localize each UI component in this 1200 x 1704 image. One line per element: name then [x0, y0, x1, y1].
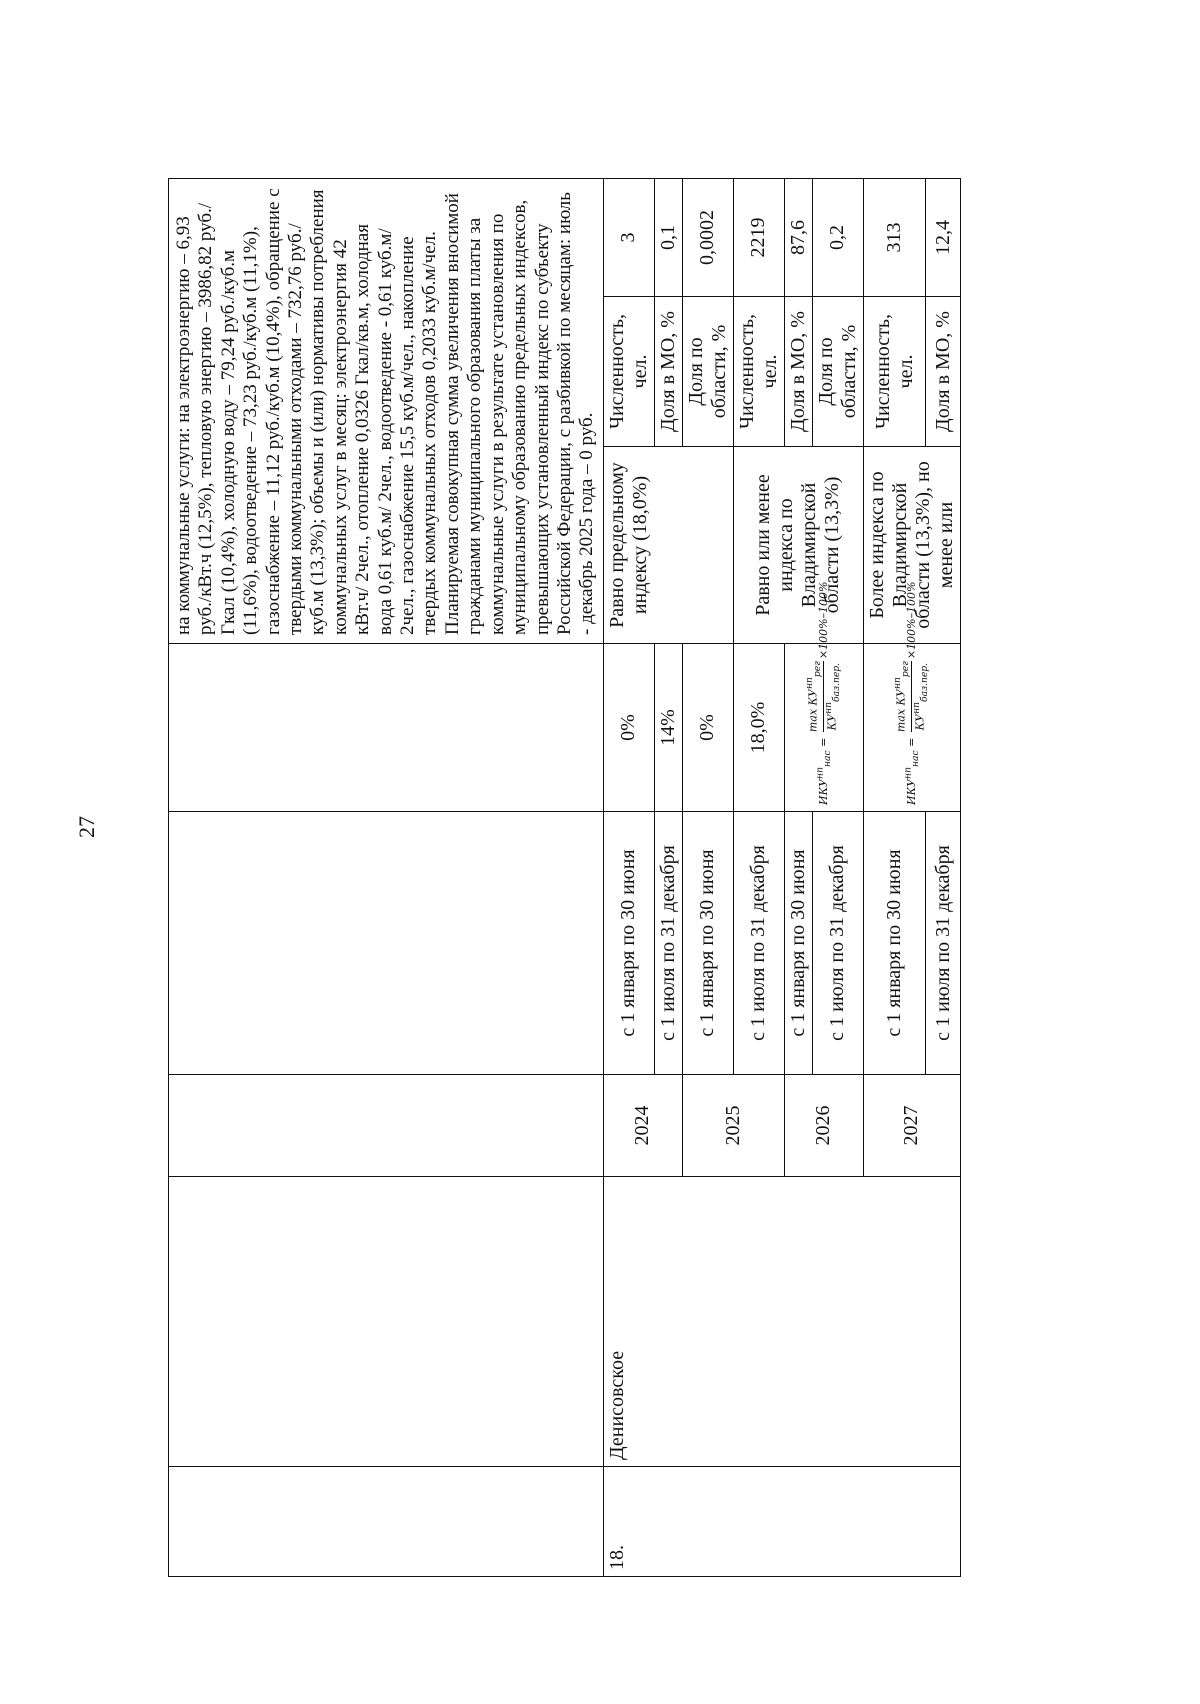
period-cell: с 1 января по 30 июня — [863, 812, 926, 1075]
year-cell: 2024 — [603, 1075, 682, 1177]
page-number: 27 — [74, 816, 99, 838]
metric-label: Численность, чел. — [603, 297, 654, 447]
year-cell: 2025 — [682, 1075, 784, 1177]
municipality-cell-empty — [169, 1177, 604, 1467]
metric-value: 313 — [863, 178, 926, 296]
entry-number: 18. — [603, 1467, 960, 1577]
metric-label: Доля в МО, % — [926, 297, 960, 447]
table-frame — [168, 179, 1061, 1577]
metric-value: 87,6 — [784, 178, 812, 296]
metric-value: 0,0002 — [682, 178, 733, 296]
metric-label: Доля по области, % — [812, 297, 863, 447]
indices-table — [168, 178, 961, 1577]
metric-label: Доля в МО, % — [654, 297, 682, 447]
value-cell: 14% — [654, 644, 682, 812]
period-cell: с 1 января по 30 июня — [784, 812, 812, 1075]
metric-label: Доля в МО, % — [784, 297, 812, 447]
value-cell: 0% — [682, 644, 733, 812]
index-formula: $ИКУ^{нп}_{нас}$ = $\max КУ^{нп}_{рег}$ $КУ^{нп}_{баз.пер.}$ ×100%–100% — [803, 581, 843, 805]
period-cell: с 1 июля по 31 декабря — [733, 812, 784, 1075]
category-cell: Равно предельному индексу (18,0%) — [603, 447, 733, 644]
table-row — [603, 178, 654, 1576]
value-cell: 18,0% — [733, 644, 784, 812]
year-cell: 2027 — [863, 1075, 960, 1177]
number-cell-empty — [169, 1467, 604, 1577]
metric-label: Численность, чел. — [863, 297, 926, 447]
period-cell: с 1 января по 30 июня — [603, 812, 654, 1075]
metric-label: Доля по области, % — [682, 297, 733, 447]
year-cell-empty — [169, 1075, 604, 1177]
metric-value: 3 — [603, 178, 654, 296]
period-cell-empty — [169, 812, 604, 1075]
period-cell: с 1 июля по 31 декабря — [812, 812, 863, 1075]
municipality-name: Денисовское — [603, 1177, 960, 1467]
period-cell: с 1 июля по 31 декабря — [926, 812, 960, 1075]
formula-cell — [863, 581, 960, 812]
value-cell: 0% — [603, 644, 654, 812]
metric-label: Численность, чел. — [733, 297, 784, 447]
category-cell: Равно или менее индекса по Владимирской области (13,3%) — [733, 447, 863, 644]
description-cell: на коммунальные услуги: на электроэнергию – 6,93 руб./кВт.ч (12,5%), тепловую энергию – 3986,82 руб./Гкал (10,4%), холодную воду – 79,24 руб./куб.м (11,6%), водоотведение – 73,23 руб./куб.м (11,1%), газоснабжение – 11,12 руб./куб.м (10,4%), обращение с твердыми коммунальными отходами – 732,76 руб./куб.м (13,3%); объемы и (или) нормативы потребления коммунальных услуг в месяц: электроэнергия 42 кВт.ч/ 2чел., отопление 0,0326 Гкал/кв.м, холодная вода 0,61 куб.м/ 2чел., водоотведение - 0,61 куб.м/ 2чел., газоснабжение 15,5 куб.м/чел., накопление твердых коммунальных отходов 0,2033 куб.м/чел. Планируемая совокупная сумма увеличения вносимой гражданами муниципального образования платы за коммунальные услуги в результате установления по муниципальному образованию предельных индексов, превышающих установленный индекс по субъекту Российской Федерации, с разбивкой по месяцам: июль - декабрь 2025 года – 0 руб. — [169, 178, 604, 643]
metric-value: 0,1 — [654, 178, 682, 296]
year-cell: 2026 — [784, 1075, 863, 1177]
period-cell: с 1 января по 30 июня — [682, 812, 733, 1075]
metric-value: 2219 — [733, 178, 784, 296]
continuation-row — [169, 178, 604, 1576]
value-cell-empty — [169, 644, 604, 812]
metric-value: 0,2 — [812, 178, 863, 296]
metric-value: 12,4 — [926, 178, 960, 296]
category-cell: Более индекса по Владимирской области (13,3%), но менее или — [863, 447, 960, 644]
period-cell: с 1 июля по 31 декабря — [654, 812, 682, 1075]
formula-cell — [784, 581, 863, 812]
index-formula: $ИКУ^{нп}_{нас}$ = $\max КУ^{нп}_{рег}$ $КУ^{нп}_{баз.пер.}$ ×100%–100% — [891, 581, 931, 805]
